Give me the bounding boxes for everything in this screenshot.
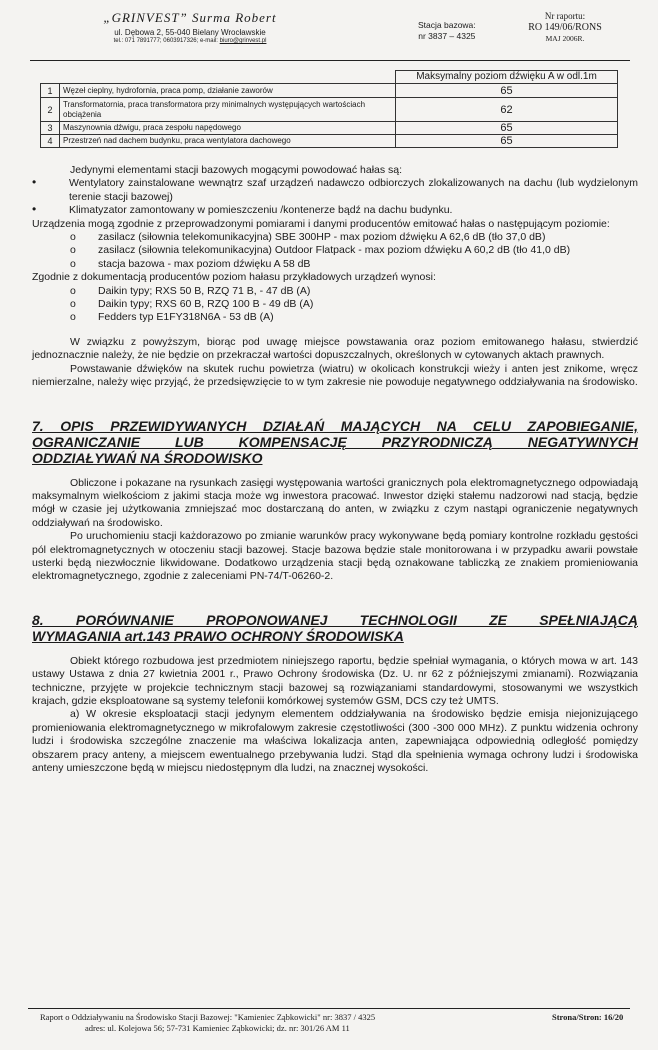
section-8-heading: WYMAGANIA art.143 PRAWO OCHRONY ŚRODOWISKA [32, 627, 404, 644]
company-contact [40, 38, 340, 44]
row-value: 62 [396, 98, 618, 122]
station-number: nr 3837 – 4325 [418, 31, 476, 41]
document-body [32, 164, 638, 775]
row-value: 65 [396, 122, 618, 135]
list-item [32, 258, 638, 271]
paragraph: Jedynymi elementami stacji bazowych mogącymi powodować hałas są: [70, 164, 403, 176]
section-7-heading: OGRANICZANIE LUB KOMPENSACJĘ PRZYRODNICZĄ NEGATYWNYCH [32, 433, 638, 450]
footer-divider [28, 1008, 630, 1009]
list-text: Daikin typy; RXS 60 B, RZQ 100 B - 49 dB (A) [98, 298, 314, 311]
row-number: 4 [41, 135, 60, 148]
list-item [32, 244, 638, 257]
footer-line-2: adres: ul. Kolejowa 56; 57-731 Kamieniec Ząbkowicki; dz. nr: 301/26 AM 11 [85, 1023, 350, 1033]
list-text: stacja bazowa - max poziom dźwięku A 58 dB [98, 257, 311, 270]
paragraph: Obiekt którego rozbudowa jest przedmiotem niniejszego raportu, będzie spełniał wymagania, o których mowa w art. 143 ustawy Ustawa z dnia 27 kwietnia 2001 r., Prawo Ochrony środowiska (Dz. U. nr 62 z późniejszymi zmianami). Rozwiązania techniczne, przyjęte w projekcie technicznym stacji bazowej są rozwiązaniami standardowymi, stosowanymi we wszystkich krajach, gdzie eksploatowane są systemy telefonii komórkowej systemów GSM, DCS czy też UMTS. [32, 654, 638, 707]
list-item [32, 231, 638, 244]
table-row [41, 98, 618, 122]
list-text: Fedders typ E1FY318N6A - 53 dB (A) [98, 311, 274, 324]
bullet-item [32, 204, 638, 217]
station-label: Stacja bazowa: [418, 20, 476, 30]
paragraph: a) W okresie eksploatacji stacji jedynym elementem oddziaływania na środowisko będzie emisja niejonizującego promieniowania elektromagnetycznego w mikrofalowym zakresie częstotliwości (300 -300 000 MHz). Z punktu widzenia ochrony ludzi i środowiska szczególne znaczenie ma właściwa lokalizacja anten, zapewniająca odpowiednią odległość pomiędzy obszarem pracy anteny, a miejscem ewentualnego przebywania ludzi. Stąd dla spełnienia wymaga ochrony ludzi i środowiska anteny umieszczone będą w miejscu niedostępnym dla ludzi, na znacznej wysokości. [32, 708, 638, 774]
row-description: Węzeł cieplny, hydrofornia, praca pomp, działanie zaworów [60, 84, 396, 98]
bullet-item [32, 177, 638, 204]
bullet-icon: • [32, 202, 37, 217]
paragraph: Po uruchomieniu stacji każdorazowo po zmianie warunków pracy wykonywane będą pomiary kontrolne rozkładu gęstości pól elektromagnetycznych w otoczeniu stacji bazowej. Stacje bazowa będzie stale monitorowana i w przypadku awarii powstałe usterki będą niezwłocznie likwidowane. Dodatkowo urządzenia stacji będą oznakowane tabliczką ze znakiem promieniowania elektromagnetycznego, zgodnie z zaleceniami PN-74/T-06260-2. [32, 530, 638, 583]
list-marker: o [70, 284, 76, 297]
footer-report-info [40, 1012, 375, 1034]
noise-table [40, 70, 618, 148]
report-label: Nr raportu: [544, 11, 586, 21]
table-header-row [41, 71, 618, 84]
contact-phones: tel.: 071 7891777; 0603917326; e-mail: [113, 38, 218, 44]
list-marker: o [70, 257, 76, 270]
section-8-heading: 8. PORÓWNANIE PROPONOWANEJ TECHNOLOGII ZE SPEŁNIAJĄCĄ [32, 611, 638, 628]
row-number: 2 [41, 98, 60, 122]
list-marker: o [70, 231, 76, 244]
bullet-text: Wentylatory zainstalowane wewnątrz szaf urządzeń nadawczo odbiorczych zlokalizowanych na dachu (lub wydzielonym terenie stacji bazowej) [69, 177, 638, 203]
report-number: RO 149/06/RONS [528, 22, 602, 33]
paragraph: Powstawanie dźwięków na skutek ruchu powietrza (wiatru) w okolicach konstrukcji wieży i anten jest znikome, wręcz niemierzalne, należy więc przyjąć, że przedsięwzięcie to w tym zakresie nie powoduje negatywnego oddziaływania na środowisko. [32, 362, 638, 389]
bullet-icon: • [32, 175, 37, 190]
letterhead [40, 10, 340, 44]
paragraph: Urządzenia mogą zgodnie z przeprowadzonymi pomiarami i danymi producentów emitować hałas o następującym poziomie: [32, 217, 610, 230]
column-header: Maksymalny poziom dźwięku A w odl.1m [396, 71, 618, 84]
company-name: „GRINVEST” Surma Robert [103, 10, 277, 25]
list-marker: o [70, 298, 76, 311]
row-description: Transformatornia, praca transformatora przy minimalnych występujących wartościach obciążenia [60, 98, 396, 122]
list-text: Daikin typy; RXS 50 B, RZQ 71 B, - 47 dB (A) [98, 284, 311, 297]
report-date: MAJ 2006R. [545, 34, 585, 43]
contact-email: biuro@grinvest.pl [219, 38, 267, 44]
table-row [41, 135, 618, 148]
list-text: zasilacz (siłownia telekomunikacyjna) SBE 300HP - max poziom dźwięku A 62,6 dB (tło 37,0 dB) [98, 231, 546, 244]
bullet-text: Klimatyzator zamontowany w pomieszczeniu /kontenerze bądź na dachu budynku. [69, 204, 453, 217]
row-value: 65 [396, 84, 618, 98]
section-7-heading: 7. OPIS PRZEWIDYWANYCH DZIAŁAŃ MAJĄCYCH NA CELU ZAPOBIEGANIE, [32, 417, 638, 434]
table-row [41, 84, 618, 98]
footer-line-1: Raport o Oddziaływaniu na Środowisko Stacji Bazowej: "Kamieniec Ząbkowicki" nr: 3837 / 4325 [40, 1012, 376, 1022]
header-divider [30, 60, 630, 61]
list-text: zasilacz (siłownia telekomunikacyjna) Outdoor Flatpack - max poziom dźwięku A 60,2 dB (tło 41,0 dB) [98, 244, 571, 257]
row-description: Przestrzeń nad dachem budynku, praca wentylatora dachowego [60, 135, 396, 148]
table-row [41, 122, 618, 135]
section-7-heading: ODDZIAŁYWAŃ NA ŚRODOWISKO [32, 449, 263, 466]
company-address: ul. Dębowa 2, 55-040 Bielany Wrocławskie [114, 28, 266, 37]
row-number: 3 [41, 122, 60, 135]
page-number: Strona/Stron: 16/20 [552, 1012, 624, 1022]
paragraph: W związku z powyższym, biorąc pod uwagę miejsce powstawania oraz poziom emitowanego hałasu, stwierdzić jednoznacznie należy, że nie będzie on przekraczał wartości dopuszczalnych, określonych w cytowanych aktach prawnych. [32, 335, 638, 362]
list-marker: o [70, 311, 76, 324]
row-description: Maszynownia dźwigu, praca zespołu napędowego [60, 122, 396, 135]
list-item [32, 311, 638, 324]
paragraph: Zgodnie z dokumentacją producentów poziom hałasu przykładowych urządzeń wynosi: [32, 271, 436, 284]
list-marker: o [70, 244, 76, 257]
list-item [32, 298, 638, 311]
row-number: 1 [41, 84, 60, 98]
report-info [500, 11, 630, 44]
list-item [32, 285, 638, 298]
paragraph: Obliczone i pokazane na rysunkach zasięgi występowania wartości granicznych pola elektromagnetycznego odpowiadają maksymalnym wielkościom z jakimi stacja może wg inwestora pracować. Inwestor dzięki stałemu nadzorowi nad stacją, będzie mógł w czasie jej użytkowania zmniejszać moc dostarczaną do anten, w związku z czym nastąpi ograniczenie negatywnych oddziaływań na środowisko. [32, 476, 638, 529]
row-value: 65 [396, 135, 618, 148]
station-info [418, 20, 476, 42]
